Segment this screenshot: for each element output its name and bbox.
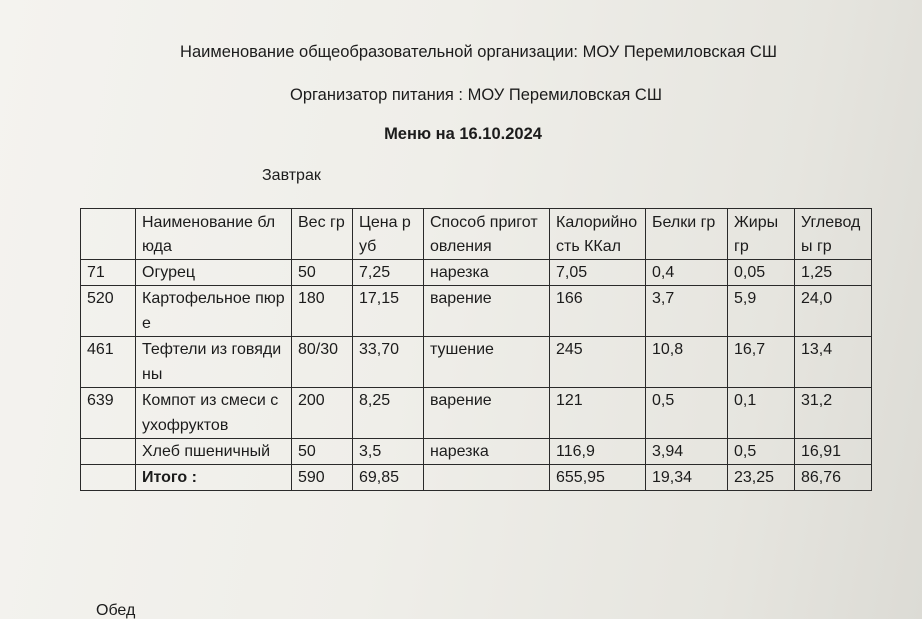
cell-price: 8,25 bbox=[353, 388, 424, 439]
cell-kcal: 7,05 bbox=[550, 260, 646, 286]
organization-name: Наименование общеобразовательной организации: МОУ Перемиловская СШ bbox=[180, 43, 777, 61]
header-carbs: Углеводы гр bbox=[795, 209, 872, 260]
cell-carbs: 1,25 bbox=[795, 260, 872, 286]
cell-protein: 3,7 bbox=[646, 286, 728, 337]
cell-method: нарезка bbox=[424, 260, 550, 286]
header-method: Способ приготовления bbox=[424, 209, 550, 260]
header-price: Цена руб bbox=[353, 209, 424, 260]
menu-title: Меню на 16.10.2024 bbox=[384, 125, 542, 143]
total-row bbox=[81, 465, 872, 491]
total-kcal: 655,95 bbox=[550, 465, 646, 491]
cell-price: 3,5 bbox=[353, 439, 424, 465]
cell-code: 71 bbox=[81, 260, 136, 286]
header-weight: Вес гр bbox=[292, 209, 353, 260]
cell-name: Хлеб пшеничный bbox=[136, 439, 292, 465]
cell-name: Тефтели из говядины bbox=[136, 337, 292, 388]
table-row bbox=[81, 439, 872, 465]
cell-fat: 0,5 bbox=[728, 439, 795, 465]
cell-protein: 3,94 bbox=[646, 439, 728, 465]
cell-carbs: 16,91 bbox=[795, 439, 872, 465]
cell-carbs: 13,4 bbox=[795, 337, 872, 388]
table-row bbox=[81, 286, 872, 337]
cell-weight: 80/30 bbox=[292, 337, 353, 388]
cell-kcal: 245 bbox=[550, 337, 646, 388]
cell-price: 7,25 bbox=[353, 260, 424, 286]
cell-kcal: 121 bbox=[550, 388, 646, 439]
cell-weight: 50 bbox=[292, 439, 353, 465]
cell-kcal: 166 bbox=[550, 286, 646, 337]
table-row bbox=[81, 337, 872, 388]
cell-name: Компот из смеси сухофруктов bbox=[136, 388, 292, 439]
cell-code: 639 bbox=[81, 388, 136, 439]
cell-method: варение bbox=[424, 388, 550, 439]
cell-fat: 16,7 bbox=[728, 337, 795, 388]
total-label: Итого : bbox=[136, 465, 292, 491]
table-row bbox=[81, 388, 872, 439]
total-weight: 590 bbox=[292, 465, 353, 491]
cell-name: Огурец bbox=[136, 260, 292, 286]
total-protein: 19,34 bbox=[646, 465, 728, 491]
menu-table bbox=[80, 208, 872, 491]
cell-fat: 5,9 bbox=[728, 286, 795, 337]
cell-fat: 0,05 bbox=[728, 260, 795, 286]
cell-price: 33,70 bbox=[353, 337, 424, 388]
cell-carbs: 24,0 bbox=[795, 286, 872, 337]
header-protein: Белки гр bbox=[646, 209, 728, 260]
total-method bbox=[424, 465, 550, 491]
cell-code: 461 bbox=[81, 337, 136, 388]
cell-weight: 50 bbox=[292, 260, 353, 286]
total-carbs: 86,76 bbox=[795, 465, 872, 491]
cell-protein: 0,4 bbox=[646, 260, 728, 286]
table-header-row bbox=[81, 209, 872, 260]
section-breakfast: Завтрак bbox=[262, 167, 321, 184]
section-lunch: Обед bbox=[96, 602, 136, 619]
header-kcal: Калорийность ККал bbox=[550, 209, 646, 260]
header-code bbox=[81, 209, 136, 260]
cell-protein: 10,8 bbox=[646, 337, 728, 388]
header-name: Наименование блюда bbox=[136, 209, 292, 260]
cell-code: 520 bbox=[81, 286, 136, 337]
cell-code bbox=[81, 439, 136, 465]
cell-carbs: 31,2 bbox=[795, 388, 872, 439]
total-fat: 23,25 bbox=[728, 465, 795, 491]
cell-name: Картофельное пюре bbox=[136, 286, 292, 337]
cell-code bbox=[81, 465, 136, 491]
cell-method: нарезка bbox=[424, 439, 550, 465]
cell-fat: 0,1 bbox=[728, 388, 795, 439]
cell-protein: 0,5 bbox=[646, 388, 728, 439]
table-row bbox=[81, 260, 872, 286]
cell-weight: 200 bbox=[292, 388, 353, 439]
cell-method: тушение bbox=[424, 337, 550, 388]
cell-kcal: 116,9 bbox=[550, 439, 646, 465]
cell-price: 17,15 bbox=[353, 286, 424, 337]
header-fat: Жиры гр bbox=[728, 209, 795, 260]
total-price: 69,85 bbox=[353, 465, 424, 491]
cell-weight: 180 bbox=[292, 286, 353, 337]
cell-method: варение bbox=[424, 286, 550, 337]
food-organizer: Организатор питания : МОУ Перемиловская СШ bbox=[290, 86, 662, 104]
